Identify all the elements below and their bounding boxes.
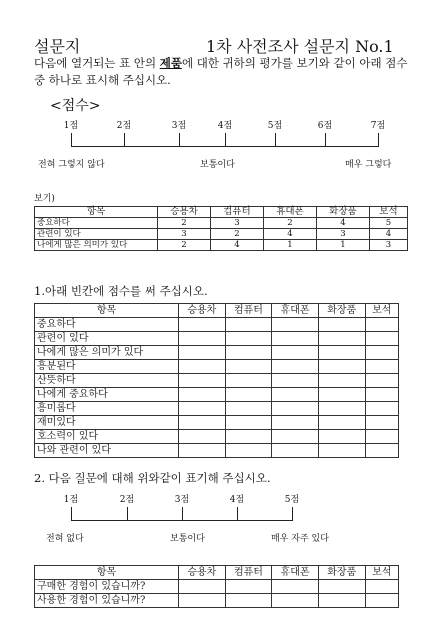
scale-tick: [378, 133, 379, 147]
scale-line: [71, 520, 293, 521]
instructions: [34, 55, 412, 89]
score-cell: 3: [158, 229, 211, 240]
row-label: 재미있다: [35, 416, 179, 430]
table-row: [35, 430, 399, 444]
score-input-cell[interactable]: [365, 346, 398, 360]
score-cell: 1: [263, 240, 316, 251]
score-input-cell[interactable]: [318, 360, 365, 374]
section-1-heading: 1.아래 빈칸에 점수를 써 주십시오.: [34, 284, 208, 298]
scale-point: 5점: [284, 495, 300, 505]
scale-point: 3점: [174, 495, 190, 505]
row-label: 구매한 경험이 있습니까?: [35, 580, 179, 594]
column-header: 휴대폰: [263, 207, 316, 218]
scale-tick: [237, 507, 238, 521]
score-input-cell[interactable]: [272, 374, 319, 388]
score-input-cell[interactable]: [225, 580, 272, 594]
scale-label-high: 매우 그렇다: [345, 160, 392, 170]
table-row: [35, 218, 408, 229]
scale-label-mid: 보통이다: [200, 160, 235, 170]
row-label: 호소력이 있다: [35, 430, 179, 444]
score-cell: 4: [210, 240, 263, 251]
scale-label-high: 매우 자주 있다: [271, 534, 329, 544]
score-cell: 2: [158, 218, 211, 229]
score-input-cell[interactable]: [225, 402, 272, 416]
survey-title: 1차 사전조사 설문지 No.1: [206, 37, 394, 56]
document-title: 설문지: [34, 37, 81, 56]
score-input-cell[interactable]: [318, 318, 365, 332]
score-input-cell[interactable]: [272, 444, 319, 458]
score-input-cell[interactable]: [179, 430, 226, 444]
table-row: [35, 360, 399, 374]
score-cell: 3: [210, 218, 263, 229]
score-input-cell[interactable]: [272, 346, 319, 360]
scale-tick: [127, 507, 128, 521]
score-input-cell[interactable]: [318, 388, 365, 402]
score-input-cell[interactable]: [318, 444, 365, 458]
table-row: [35, 332, 399, 346]
column-header: 승용차: [179, 566, 226, 580]
scale-label-low: 전혀 없다: [46, 534, 84, 544]
column-header: 보석: [365, 304, 398, 318]
score-input-cell[interactable]: [318, 416, 365, 430]
score-input-cell[interactable]: [365, 388, 398, 402]
row-label: 나와 관련이 있다: [35, 444, 179, 458]
scale-tick: [71, 133, 72, 147]
table-row: [35, 444, 399, 458]
row-label: 중요하다: [35, 218, 158, 229]
scale-tick: [182, 507, 183, 521]
table-header-row: [35, 304, 399, 318]
table-header-row: [35, 566, 399, 580]
score-input-cell[interactable]: [365, 360, 398, 374]
row-label: 중요하다: [35, 318, 179, 332]
score-input-cell[interactable]: [365, 416, 398, 430]
table-row: [35, 318, 399, 332]
scale-tick: [275, 133, 276, 147]
table-header-row: [35, 207, 408, 218]
score-input-cell[interactable]: [179, 402, 226, 416]
table-row: [35, 388, 399, 402]
row-label: 나에게 많은 의미가 있다: [35, 240, 158, 251]
score-input-cell[interactable]: [225, 430, 272, 444]
score-input-cell[interactable]: [179, 594, 226, 608]
table-row: [35, 240, 408, 251]
column-header: 화장품: [316, 207, 369, 218]
experience-table: [34, 565, 399, 608]
column-header: 화장품: [318, 304, 365, 318]
score-input-cell[interactable]: [365, 594, 398, 608]
table-row: [35, 374, 399, 388]
score-input-cell[interactable]: [179, 388, 226, 402]
row-label: 관련이 있다: [35, 229, 158, 240]
score-input-cell[interactable]: [179, 374, 226, 388]
row-label: 흥미롭다: [35, 402, 179, 416]
scale-point: 2점: [116, 121, 132, 131]
score-input-cell[interactable]: [318, 374, 365, 388]
score-input-cell[interactable]: [225, 416, 272, 430]
score-input-cell[interactable]: [225, 374, 272, 388]
score-cell: 2: [158, 240, 211, 251]
scale-point: 5점: [267, 121, 283, 131]
scale-point: 2점: [119, 495, 135, 505]
score-cell: 2: [263, 218, 316, 229]
score-input-cell[interactable]: [365, 374, 398, 388]
score-input-cell[interactable]: [225, 388, 272, 402]
score-input-cell[interactable]: [179, 346, 226, 360]
score-input-cell[interactable]: [225, 360, 272, 374]
instructions-text-after: 에 대한 귀하의 평가를 보기와 같이 아래 점수중 하나로 표시해 주십시오.: [34, 56, 408, 87]
scale-point: 1점: [63, 121, 79, 131]
scale-point: 1점: [63, 495, 79, 505]
score-input-cell[interactable]: [179, 416, 226, 430]
table-row: [35, 346, 399, 360]
score-input-cell[interactable]: [179, 318, 226, 332]
scale-point: 6점: [317, 121, 333, 131]
table-row: [35, 594, 399, 608]
row-label: 산뜻하다: [35, 374, 179, 388]
column-header: 보석: [369, 207, 407, 218]
score-input-cell[interactable]: [272, 594, 319, 608]
score-input-cell[interactable]: [318, 594, 365, 608]
score-input-cell[interactable]: [179, 332, 226, 346]
score-input-cell[interactable]: [179, 580, 226, 594]
score-input-cell[interactable]: [272, 388, 319, 402]
score-input-cell[interactable]: [272, 580, 319, 594]
column-header: 항목: [35, 207, 158, 218]
row-label: 나에게 많은 의미가 있다: [35, 346, 179, 360]
table-row: [35, 416, 399, 430]
scale-tick: [124, 133, 125, 147]
rating-table: [34, 303, 399, 458]
column-header: 컴퓨터: [225, 566, 272, 580]
example-table: [34, 206, 408, 251]
column-header: 화장품: [318, 566, 365, 580]
column-header: 항목: [35, 304, 179, 318]
scale-tick: [225, 133, 226, 147]
score-cell: 4: [369, 229, 407, 240]
scale-tick: [292, 507, 293, 521]
score-input-cell[interactable]: [272, 402, 319, 416]
column-header: 승용차: [158, 207, 211, 218]
score-input-cell[interactable]: [225, 346, 272, 360]
instructions-keyword: 제품: [159, 56, 182, 70]
score-cell: 3: [369, 240, 407, 251]
score-input-cell[interactable]: [272, 430, 319, 444]
score-cell: 5: [369, 218, 407, 229]
column-header: 휴대폰: [272, 304, 319, 318]
score-input-cell[interactable]: [272, 318, 319, 332]
score-cell: 1: [316, 240, 369, 251]
score-input-cell[interactable]: [225, 318, 272, 332]
score-scale-5: [0, 492, 447, 542]
score-input-cell[interactable]: [365, 444, 398, 458]
score-input-cell[interactable]: [225, 332, 272, 346]
scale-point: 3점: [171, 121, 187, 131]
score-input-cell[interactable]: [318, 430, 365, 444]
example-label: 보기): [34, 194, 55, 204]
scale-point: 4점: [217, 121, 233, 131]
row-label: 사용한 경험이 있습니까?: [35, 594, 179, 608]
score-cell: 4: [263, 229, 316, 240]
score-input-cell[interactable]: [318, 402, 365, 416]
score-cell: 2: [210, 229, 263, 240]
score-input-cell[interactable]: [318, 346, 365, 360]
score-input-cell[interactable]: [272, 332, 319, 346]
score-input-cell[interactable]: [365, 332, 398, 346]
scale-point: 7점: [370, 121, 386, 131]
score-scale-7: [0, 118, 447, 168]
table-row: [35, 229, 408, 240]
score-input-cell[interactable]: [179, 360, 226, 374]
score-input-cell[interactable]: [365, 318, 398, 332]
score-input-cell[interactable]: [272, 416, 319, 430]
score-input-cell[interactable]: [272, 360, 319, 374]
scale-label-low: 전혀 그렇지 않다: [38, 160, 105, 170]
column-header: 컴퓨터: [225, 304, 272, 318]
scale-tick: [325, 133, 326, 147]
instructions-text-before: 다음에 열거되는 표 안의: [34, 56, 160, 70]
table-row: [35, 402, 399, 416]
score-input-cell[interactable]: [365, 580, 398, 594]
row-label: 나에게 중요하다: [35, 388, 179, 402]
column-header: 항목: [35, 566, 179, 580]
column-header: 컴퓨터: [210, 207, 263, 218]
column-header: 보석: [365, 566, 398, 580]
score-input-cell[interactable]: [365, 402, 398, 416]
row-label: 흥분된다: [35, 360, 179, 374]
score-cell: 3: [316, 229, 369, 240]
score-input-cell[interactable]: [318, 332, 365, 346]
score-input-cell[interactable]: [365, 430, 398, 444]
column-header: 휴대폰: [272, 566, 319, 580]
table-row: [35, 580, 399, 594]
section-2-heading: 2. 다음 질문에 대해 위와같이 표기해 주십시오.: [34, 471, 271, 485]
scale-point: 4점: [229, 495, 245, 505]
scale-tick: [71, 507, 72, 521]
scale-tick: [179, 133, 180, 147]
score-cell: 4: [316, 218, 369, 229]
score-input-cell[interactable]: [225, 444, 272, 458]
score-input-cell[interactable]: [179, 444, 226, 458]
score-input-cell[interactable]: [318, 580, 365, 594]
row-label: 관련이 있다: [35, 332, 179, 346]
column-header: 승용차: [179, 304, 226, 318]
scale-line: [71, 146, 379, 147]
score-input-cell[interactable]: [225, 594, 272, 608]
score-heading: <점수>: [50, 98, 101, 114]
scale-label-mid: 보통이다: [170, 534, 205, 544]
